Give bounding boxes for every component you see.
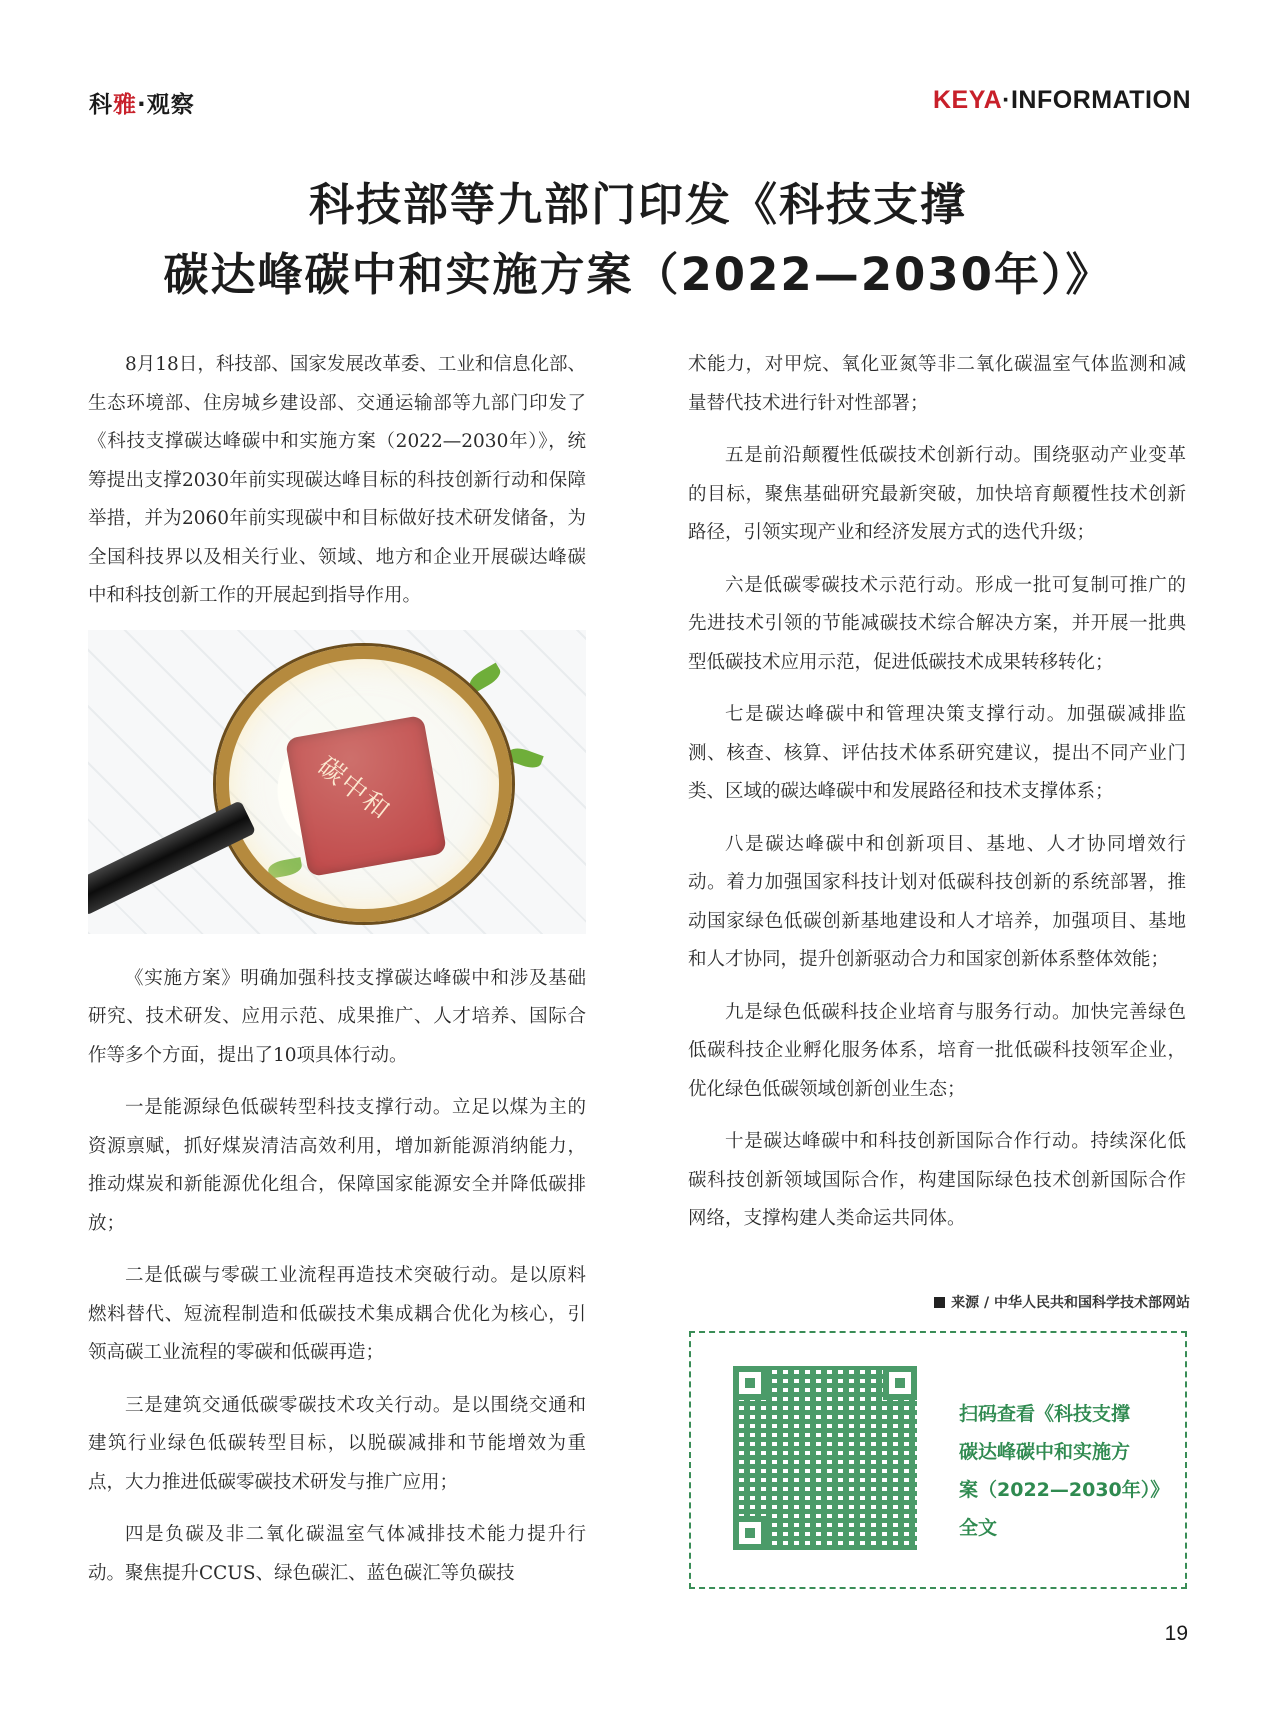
magnifier-lens <box>216 646 512 922</box>
paragraph: 七是碳达峰碳中和管理决策支撑行动。加强碳减排监测、核查、核算、评估技术体系研究建议，提出不同产业门类、区域的碳达峰碳中和发展路径和技术支撑体系； <box>688 704 1186 802</box>
title-line-1: 科技部等九部门印发《科技支撑 <box>308 178 967 231</box>
paragraph: 术能力，对甲烷、氧化亚氮等非二氧化碳温室气体监测和减量替代技术进行针对性部署； <box>688 354 1186 414</box>
paragraph: 八是碳达峰碳中和创新项目、基地、人才协同增效行动。着力加强国家科技计划对低碳科技创新的系统部署，推动国家绿色低碳创新基地建设和人才培养，加强项目、基地和人才协同，提升创新驱动合力和国家创新体系整体效能； <box>688 833 1186 970</box>
paragraph: 九是绿色低碳科技企业培育与服务行动。加快完善绿色低碳科技企业孵化服务体系，培育一批低碳科技领军企业，优化绿色低碳领域创新创业生态； <box>688 1001 1186 1100</box>
source-credit <box>934 1292 1190 1312</box>
qr-callout-box <box>689 1331 1187 1589</box>
qr-caption-line: 案（2022—2030年）》 <box>959 1479 1170 1501</box>
qr-caption-line: 扫码查看《科技支撑 <box>959 1403 1131 1425</box>
section-name: ·观察 <box>137 92 195 118</box>
qr-finder-icon <box>733 1366 767 1400</box>
leaf-shape <box>466 662 503 693</box>
page-number: 19 <box>1164 1622 1188 1645</box>
article-title <box>0 170 1276 310</box>
qr-finder-icon <box>883 1366 917 1400</box>
paragraph: 二是低碳与零碳工业流程再造技术突破行动。是以原料燃料替代、短流程制造和低碳技术集成耦合优化为核心，引领高碳工业流程的零碳和低碳再造； <box>88 1265 586 1363</box>
magnifier-puzzle-image <box>88 630 586 934</box>
magnifier-handle <box>88 800 256 916</box>
qr-caption <box>959 1395 1169 1547</box>
paragraph: 8月18日，科技部、国家发展改革委、工业和信息化部、生态环境部、住房城乡建设部、交通运输部等九部门印发了《科技支撑碳达峰碳中和实施方案（2022—2030年）》，统筹提出支撑2030年前实现碳达峰目标的科技创新行动和保障举措，并为2060年前实现碳中和目标做好技术研发储备，为全国科技界以及相关行业、领域、地方和企业开展碳达峰碳中和科技创新工作的开展起到指导作用。 <box>88 354 586 606</box>
title-line-2: 碳达峰碳中和实施方案（2022—2030年）》 <box>163 248 1113 301</box>
leaf-shape <box>506 744 543 771</box>
paragraph: 十是碳达峰碳中和科技创新国际合作行动。持续深化低碳科技创新领域国际合作，构建国际绿色技术创新国际合作网络，支撑构建人类命运共同体。 <box>688 1131 1186 1229</box>
paragraph: 五是前沿颠覆性低碳技术创新行动。围绕驱动产业变革的目标，聚焦基础研究最新突破，加快培育颠覆性技术创新路径，引领实现产业和经济发展方式的迭代升级； <box>688 445 1186 543</box>
paragraph: 六是低碳零碳技术示范行动。形成一批可复制可推广的先进技术引领的节能减碳技术综合解决方案，并开展一批典型低碳技术应用示范，促进低碳技术成果转移转化； <box>688 574 1186 673</box>
qr-caption-line: 全文 <box>959 1517 998 1539</box>
magazine-section-label-en <box>933 86 1191 115</box>
source-text: 来源 / 中华人民共和国科学技术部网站 <box>951 1295 1190 1311</box>
right-column <box>688 346 1186 1253</box>
qr-code-icon[interactable] <box>733 1366 917 1550</box>
brand-en: KEYA <box>932 86 1003 114</box>
paragraph: 三是建筑交通低碳零碳技术攻关行动。是以围绕交通和建筑行业绿色低碳转型目标，以脱碳减排和节能增效为重点，大力推进低碳零碳技术研发与推广应用； <box>88 1394 586 1493</box>
brand-char-1: 科 <box>89 92 113 118</box>
magazine-section-label <box>89 86 195 119</box>
paragraph: 《实施方案》明确加强科技支撑碳达峰碳中和涉及基础研究、技术研发、应用示范、成果推广、人才培养、国际合作等多个方面，提出了10项具体行动。 <box>88 967 586 1066</box>
brand-char-2: 雅 <box>113 92 137 118</box>
square-bullet-icon <box>934 1297 945 1308</box>
paragraph: 一是能源绿色低碳转型科技支撑行动。立足以煤为主的资源禀赋，抓好煤炭清洁高效利用，增加新能源消纳能力，推动煤炭和新能源优化组合，保障国家能源安全并降低碳排放； <box>88 1097 586 1234</box>
left-column <box>88 346 586 1607</box>
qr-caption-line: 碳达峰碳中和实施方 <box>959 1441 1131 1463</box>
section-name-en: ·INFORMATION <box>1002 86 1191 114</box>
paragraph: 四是负碳及非二氧化碳温室气体减排技术能力提升行动。聚焦提升CCUS、绿色碳汇、蓝色碳汇等负碳技 <box>88 1524 586 1584</box>
qr-finder-icon <box>733 1516 767 1550</box>
